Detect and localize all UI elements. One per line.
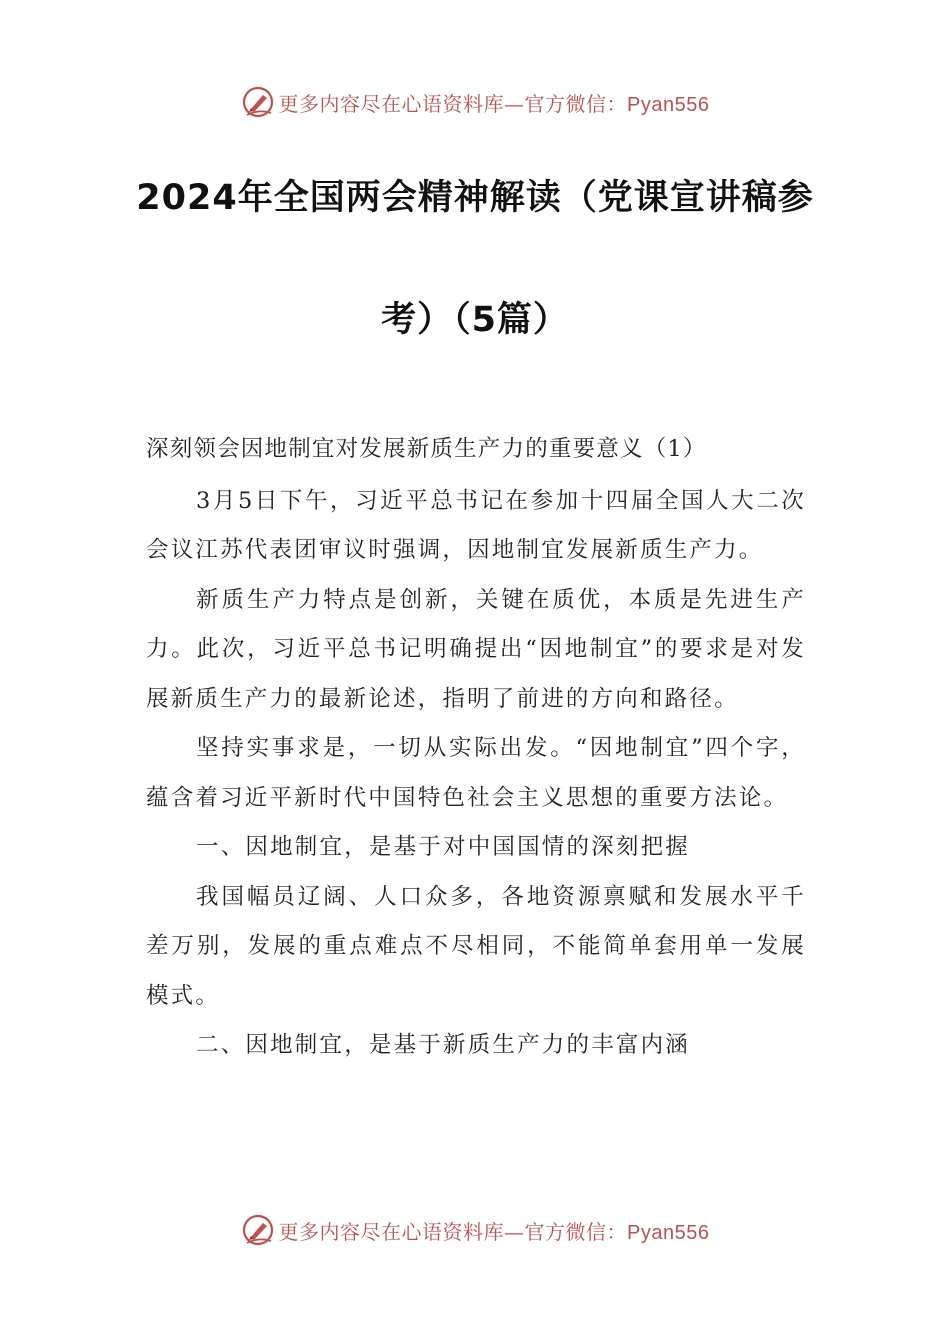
- pen-logo-icon: [241, 85, 275, 119]
- subheading: 二、因地制宜，是基于新质生产力的丰富内涵: [196, 1032, 691, 1058]
- document-body: [146, 425, 806, 1071]
- wechat-id: Pyan556: [627, 1221, 710, 1244]
- pen-logo-icon: [241, 1213, 275, 1247]
- document-title-line-1: 2024年全国两会精神解读（党课宣讲稿参: [136, 178, 814, 218]
- document-title-line-2: 考）（5篇）: [381, 300, 569, 340]
- section-title: 深刻领会因地制宜对发展新质生产力的重要意义（1）: [146, 436, 707, 462]
- wechat-id: Pyan556: [627, 93, 710, 116]
- paragraph: 新质生产力特点是创新，关键在质优，本质是先进生产力。此次，习近平总书记明确提出“因地制宜”的要求是对发展新质生产力的最新论述，指明了前进的方向和路径。: [146, 586, 806, 712]
- watermark-label: 更多内容尽在心语资料库—官方微信：: [278, 91, 628, 116]
- footer-watermark: [0, 1210, 950, 1250]
- watermark-text: [279, 88, 710, 117]
- header-watermark: [0, 82, 950, 122]
- paragraph: 3月5日下午，习近平总书记在参加十四届全国人大二次会议江苏代表团审议时强调，因地制宜发展新质生产力。: [146, 487, 806, 563]
- paragraph: 坚持实事求是，一切从实际出发。“因地制宜”四个字，蕴含着习近平新时代中国特色社会主义思想的重要方法论。: [146, 735, 806, 811]
- watermark-text: [279, 1216, 710, 1245]
- subheading: 一、因地制宜，是基于对中国国情的深刻把握: [196, 834, 691, 860]
- paragraph: 我国幅员辽阔、人口众多，各地资源禀赋和发展水平千差万别，发展的重点难点不尽相同，不能简单套用单一发展模式。: [146, 883, 806, 1009]
- watermark-label: 更多内容尽在心语资料库—官方微信：: [278, 1219, 628, 1244]
